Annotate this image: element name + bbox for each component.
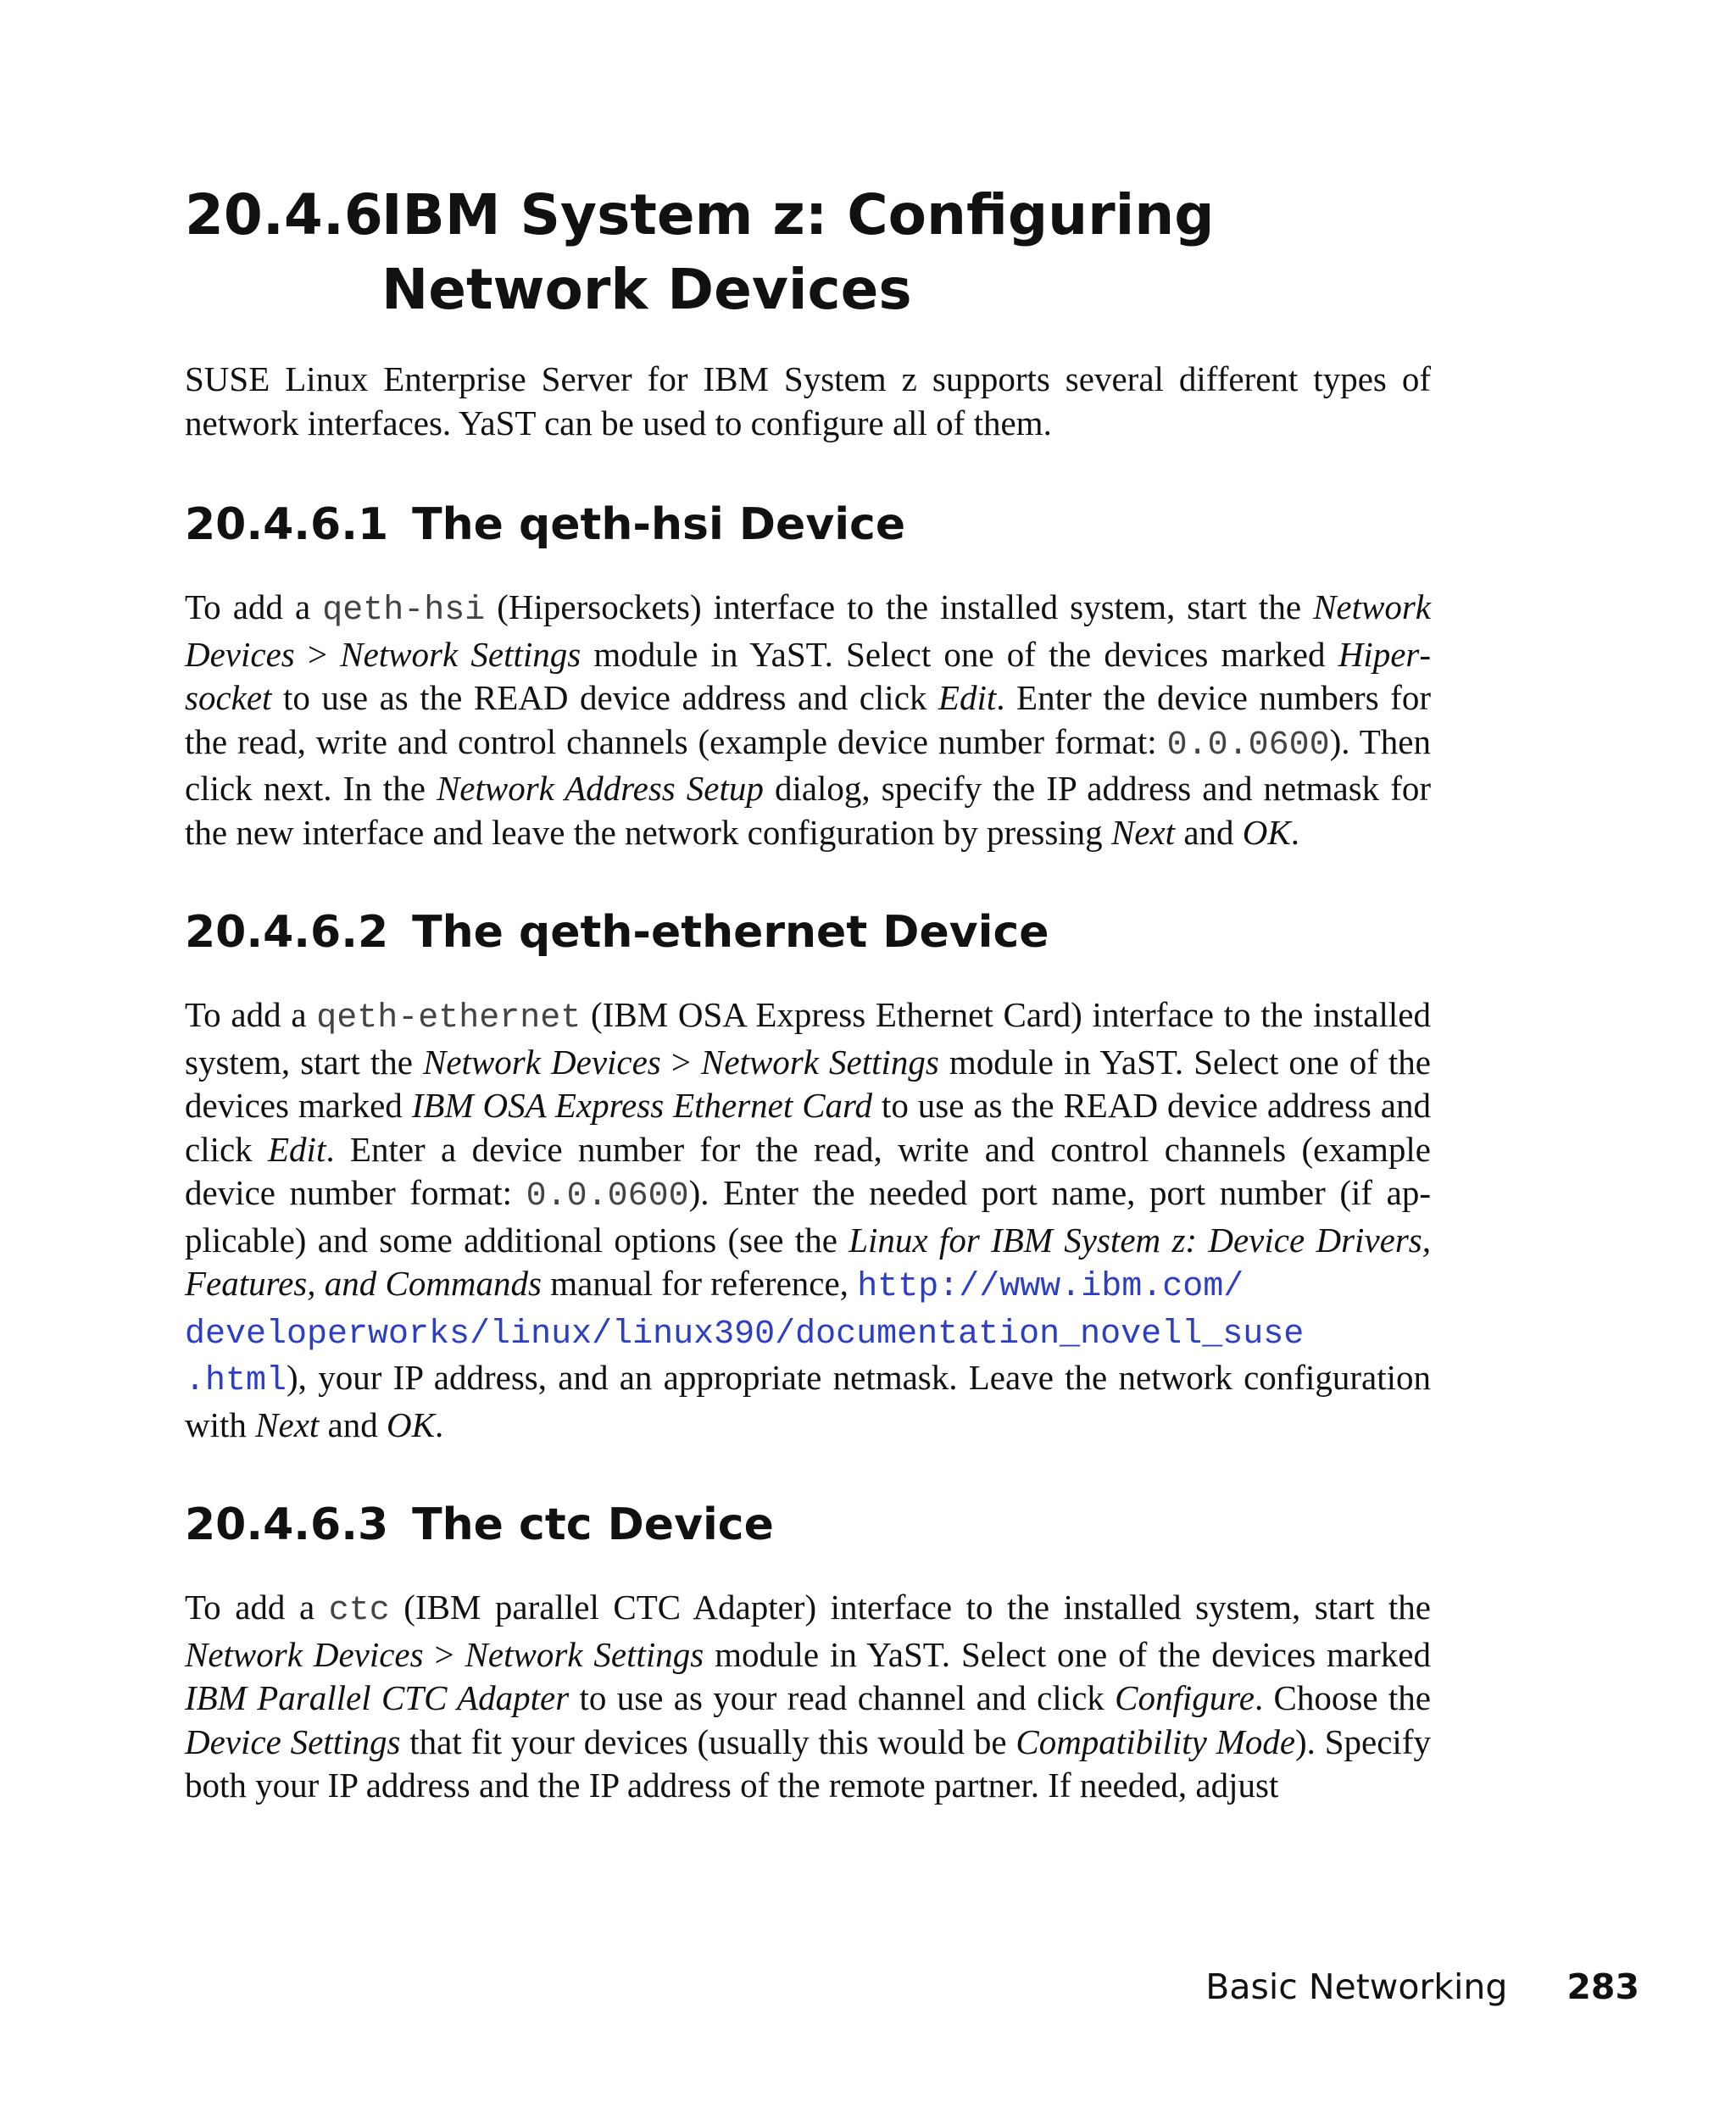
section-number: 20.4.6: [185, 182, 383, 248]
code-ctc: ctc: [328, 1592, 390, 1630]
subsection-title: The qeth-hsi Device: [412, 499, 906, 550]
subsection-heading-qeth-hsi: [185, 498, 1431, 552]
code-device-number: 0.0.0600: [1166, 726, 1330, 765]
subsection-title: The qeth-ethernet Device: [412, 907, 1049, 958]
ibm-documentation-link[interactable]: http://www.ibm.com/ developerworks/linux/linux390/documentation_novell_suse .html: [185, 1268, 1305, 1400]
page-content: [185, 178, 1431, 1808]
subsection-number: 20.4.6.2: [185, 907, 389, 958]
qeth-hsi-paragraph: To add a qeth-hsi (Hipersockets) interface to the installed system, start the Network Devices > Network Settings module in YaST. Select one of the devices marked Hipersocket to use as the READ device address and click Edit. Enter the device numbers for the read, write and control channels (example device number format: 0.0.0600). Then click next. In the Network Address Setup dialog, specify the IP address and netmask for the new interface and leave the network configuration by pressing Next and OK.: [185, 587, 1432, 852]
qeth-ethernet-paragraph: To add a qeth-ethernet (IBM OSA Express Ethernet Card) interface to the installed system, start the Network Devices > Network Settings module in YaST. Select one of the devices marked IBM OSA Express Ethernet Card to use as the READ device address and click Edit. Enter a device number for the read, write and control channels (example device number format: 0.0.0600). Enter the needed port name, port number (if applicable) and some additional options (see the Linux for IBM System z: Device Drivers, Features, and Commands manual for reference, http://www.ibm.com/ developerworks/linux/linux390/documentation_novell_suse .html), your IP address, and an appropriate netmask. Leave the network configuration with Next and OK.: [185, 995, 1432, 1444]
footer-chapter-title: Basic Networking: [1205, 1966, 1508, 2007]
code-qeth-ethernet: qeth-ethernet: [316, 999, 581, 1037]
intro-paragraph: SUSE Linux Enterprise Server for IBM System z supports several different types of network interfaces. YaST can be used to configure all of them.: [185, 359, 1431, 442]
code-device-number: 0.0.0600: [526, 1177, 689, 1215]
subsection-title: The ctc Device: [412, 1499, 774, 1550]
section-title: IBM System z: Configuring Network Devices: [381, 182, 1215, 322]
page-number: 283: [1566, 1966, 1639, 2007]
ctc-paragraph: To add a ctc (IBM parallel CTC Adapter) interface to the installed system, start the Network Devices > Network Settings module in YaST. Select one of the devices marked IBM Parallel CTC Adapter to use as your read channel and click Configure. Choose the Device Settings that fit your devices (usually this would be Compatibility Mode). Specify both your IP address and the IP address of the remote partner. If needed, adjust: [185, 1588, 1432, 1805]
page-footer: [1205, 1966, 1639, 2007]
subsection-number: 20.4.6.3: [185, 1499, 389, 1550]
subsection-number: 20.4.6.1: [185, 499, 389, 550]
subsection-heading-ctc: [185, 1498, 1431, 1552]
subsection-heading-qeth-ethernet: [185, 905, 1431, 959]
code-qeth-hsi: qeth-hsi: [322, 592, 486, 630]
section-heading: [185, 178, 1431, 327]
